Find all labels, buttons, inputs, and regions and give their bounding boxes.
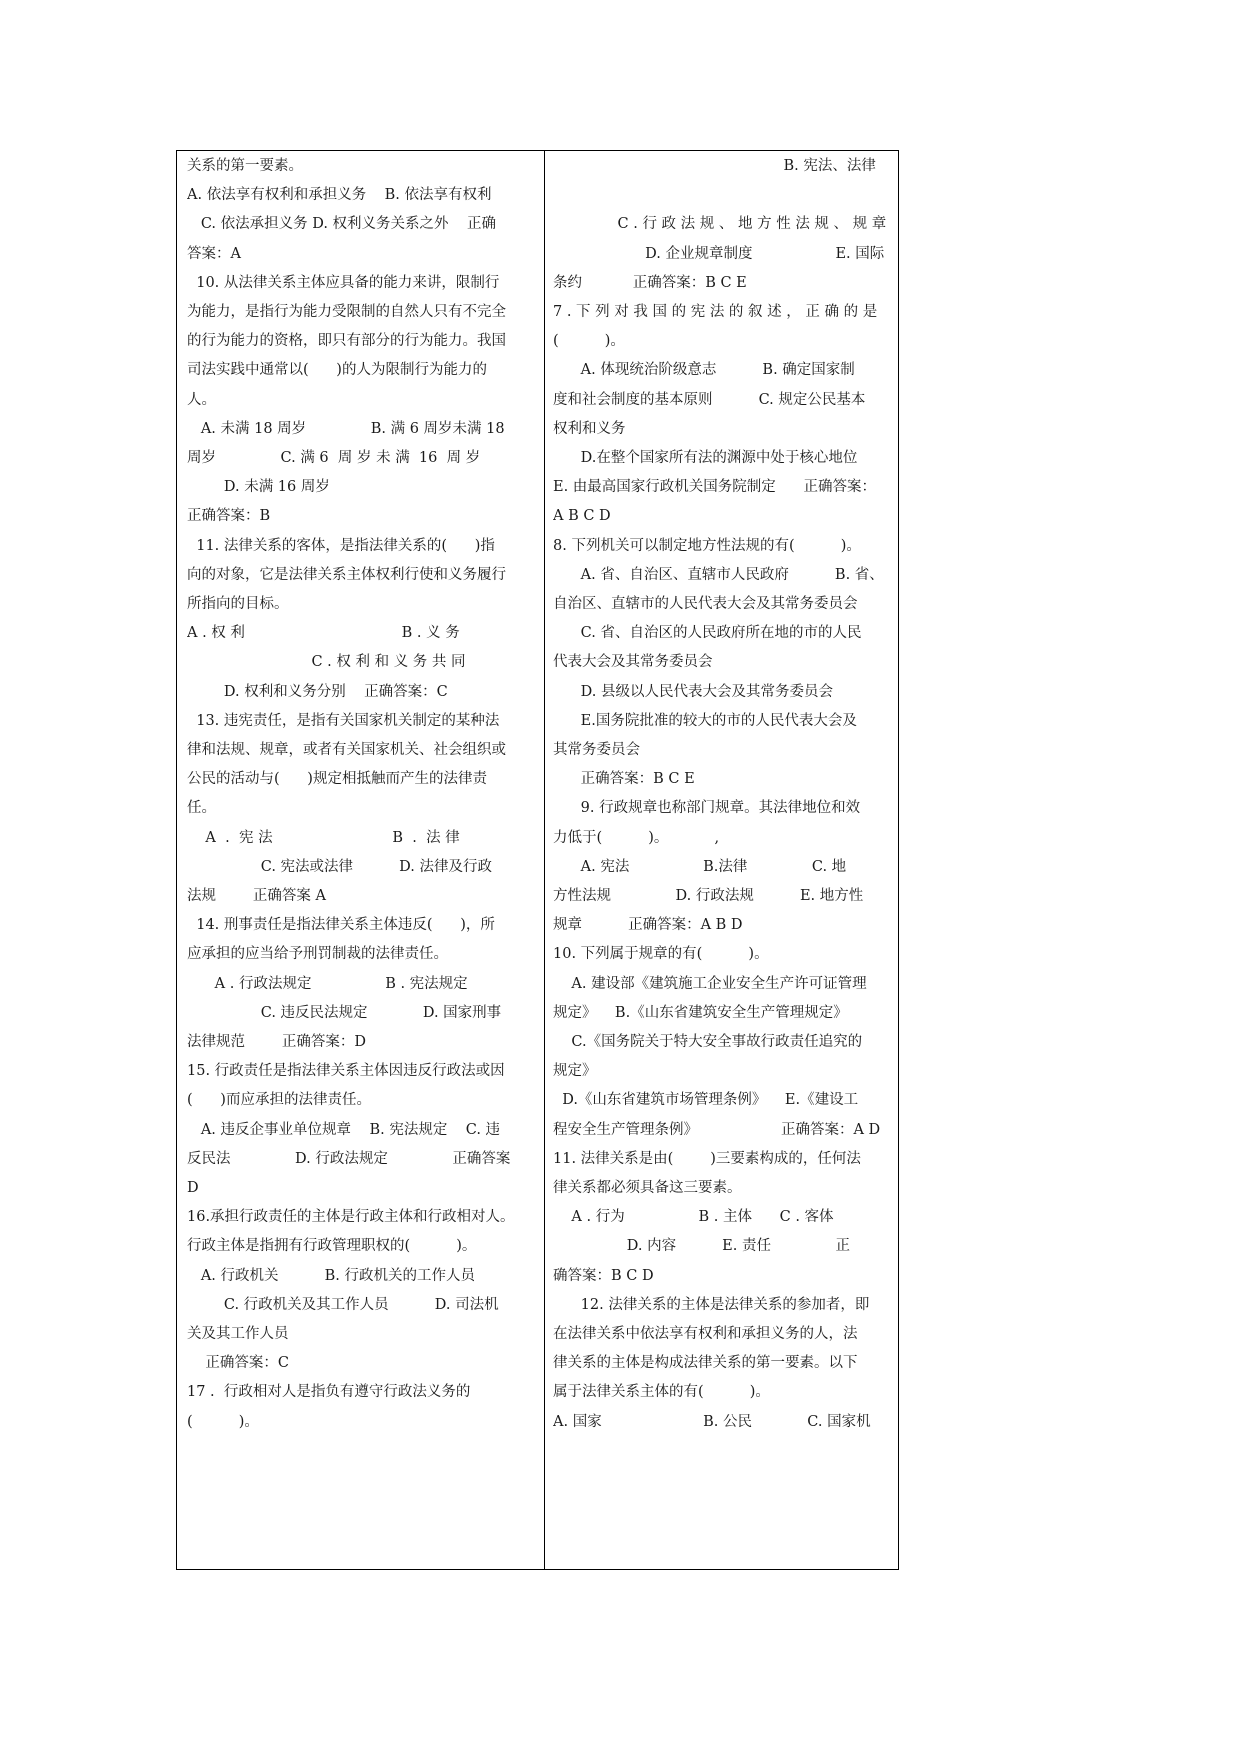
left-column-text-line: 司法实践中通常以( )的人为限制行为能力的 <box>187 362 487 379</box>
right-column-text-line: E. 由最高国家行政机关国务院制定 正确答案： <box>553 479 876 496</box>
left-column-text-line: A . 权 利 B . 义 务 <box>187 625 460 642</box>
right-column-text-line: 度和社会制度的基本原则 C. 规定公民基本 <box>553 391 866 408</box>
right-column-text-line: D. 内容 E. 责任 正 <box>553 1238 850 1255</box>
right-column-text-line: 9. 行政规章也称部门规章。其法律地位和效 <box>553 800 861 817</box>
right-column-text-line: 规章 正确答案：A B D <box>553 917 743 934</box>
left-column-text-line: ( )。 <box>187 1413 259 1430</box>
left-column-text-line: 任。 <box>187 800 216 817</box>
left-column-text-line: 15. 行政责任是指法律关系主体因违反行政法或因 <box>187 1063 505 1080</box>
right-column-text-line: D. 县级以人民代表大会及其常务委员会 <box>553 683 833 700</box>
right-column-text-line: 程安全生产管理条例》 正确答案：A D <box>553 1121 881 1138</box>
left-column-text-line: 所指向的目标。 <box>187 596 289 612</box>
left-column-text-line: A . 行政法规定 B . 宪法规定 <box>187 975 468 992</box>
right-column-text-line: 规定》 B.《山东省建筑安全生产管理规定》 <box>553 1004 848 1021</box>
right-column-text-line: 属于法律关系主体的有( )。 <box>553 1384 770 1401</box>
right-column-text-line: 律关系都必须具备这三要素。 <box>553 1180 742 1196</box>
right-column-text-line: B. 宪法、法律 <box>553 158 876 174</box>
left-column-text-line: D. 未满 16 周岁 <box>187 479 330 496</box>
left-column-text-line: 正确答案：B <box>187 508 271 525</box>
left-column-text-line: A. 行政机关 B. 行政机关的工作人员 <box>187 1267 475 1284</box>
left-column-text-line: A. 违反企事业单位规章 B. 宪法规定 C. 违 <box>187 1121 501 1138</box>
right-column-text-line: 10. 下列属于规章的有( )。 <box>553 946 769 963</box>
left-column-text-line: A. 依法享有权利和承担义务 B. 依法享有权利 <box>187 187 492 204</box>
right-column-text-line: 条约 正确答案：B C E <box>553 274 747 291</box>
right-column-text-line: E.国务院批准的较大的市的人民代表大会及 <box>553 712 857 729</box>
right-column <box>553 150 895 1570</box>
left-column-text-line: 法律规范 正确答案：D <box>187 1034 366 1050</box>
left-column-text-line: 关系的第一要素。 <box>187 158 303 174</box>
right-column-text-line: C . 行 政 法 规 、 地 方 性 法 规 、 规 章 <box>553 216 887 233</box>
left-column-text-line: 法规 正确答案 A <box>187 888 326 904</box>
right-column-text-line: D.《山东省建筑市场管理条例》 E.《建设工 <box>553 1092 859 1109</box>
left-column-text-line: A. 未满 18 周岁 B. 满 6 周岁未满 18 <box>187 420 505 437</box>
right-column-text-line: C.《国务院关于特大安全事故行政责任追究的 <box>553 1034 863 1050</box>
right-column-text-line: A. 建设部《建筑施工企业安全生产许可证管理 <box>553 975 867 992</box>
left-column <box>187 150 539 1570</box>
right-column-text-line: A. 国家 B. 公民 C. 国家机 <box>553 1413 871 1430</box>
right-column-text-line: A. 体现统治阶级意志 B. 确定国家制 <box>553 362 855 379</box>
left-column-text-line: 11. 法律关系的客体，是指法律关系的( )指 <box>187 537 495 554</box>
right-column-text-line: 12. 法律关系的主体是法律关系的参加者，即 <box>553 1296 870 1313</box>
left-column-text-line: 律和法规、规章，或者有关国家机关、社会组织或 <box>187 742 506 758</box>
right-column-text-line: 权利和义务 <box>553 420 626 437</box>
left-column-text-line: D. 权利和义务分别 正确答案：C <box>187 683 448 700</box>
right-column-text-line: 8. 下列机关可以制定地方性法规的有( )。 <box>553 537 861 554</box>
right-column-text-line: 律关系的主体是构成法律关系的第一要素。以下 <box>553 1355 858 1372</box>
left-column-text-line: 答案：A <box>187 245 241 262</box>
left-column-text-line: C . 权 利 和 义 务 共 同 <box>187 654 466 671</box>
left-column-text-line: C. 违反民法规定 D. 国家刑事 <box>187 1004 502 1021</box>
left-column-text-line: 应承担的应当给予刑罚制裁的法律责任。 <box>187 946 448 963</box>
right-column-text-line: 规定》 <box>553 1063 597 1080</box>
right-column-text-line: 11. 法律关系是由( )三要素构成的，任何法 <box>553 1150 861 1167</box>
left-column-text-line: 17 . 行政相对人是指负有遵守行政法义务的 <box>187 1384 471 1401</box>
right-column-text-line: 力低于( )。 , <box>553 829 720 846</box>
right-column-text-line: A B C D <box>553 508 611 525</box>
left-column-text-line: C. 行政机关及其工作人员 D. 司法机 <box>187 1296 499 1313</box>
left-column-text-line: C. 依法承担义务 D. 权利义务关系之外 正确 <box>187 216 496 233</box>
left-column-text-line: C. 宪法或法律 D. 法律及行政 <box>187 858 492 875</box>
left-column-text-line: 公民的活动与( )规定相抵触而产生的法律责 <box>187 771 487 788</box>
left-column-text-line: 的行为能力的资格，即只有部分的行为能力。我国 <box>187 333 506 350</box>
right-column-text-line: 正确答案：B C E <box>553 771 695 788</box>
left-column-text-line: 16.承担行政责任的主体是行政主体和行政相对人。 <box>187 1209 515 1226</box>
left-column-text-line: 向的对象，它是法律关系主体权利行使和义务履行 <box>187 566 506 583</box>
left-column-text-line: 13. 违宪责任，是指有关国家机关制定的某种法 <box>187 712 500 729</box>
left-column-text-line: 为能力，是指行为能力受限制的自然人只有不完全 <box>187 304 506 320</box>
right-column-text-line: 7 . 下 列 对 我 国 的 宪 法 的 叙 述 ， 正 确 的 是 <box>553 304 878 320</box>
left-column-text-line: 反民法 D. 行政法规定 正确答案 <box>187 1150 511 1167</box>
right-column-text-line: D.在整个国家所有法的渊源中处于核心地位 <box>553 450 858 466</box>
left-column-text-line: 关及其工作人员 <box>187 1326 289 1342</box>
left-column-text-line: ( )而应承担的法律责任。 <box>187 1092 371 1109</box>
right-column-text-line: 自治区、直辖市的人民代表大会及其常务委员会 <box>553 596 858 612</box>
right-column-text-line: A. 宪法 B.法律 C. 地 <box>553 858 847 875</box>
right-column-text-line: C. 省、自治区的人民政府所在地的市的人民 <box>553 625 862 642</box>
left-column-text-line: 人。 <box>187 391 216 408</box>
left-column-text-line: D <box>187 1180 199 1196</box>
right-column-text-line: 代表大会及其常务委员会 <box>553 654 713 671</box>
left-column-text-line: A . 宪 法 B . 法 律 <box>187 829 460 846</box>
left-column-text-line: 正确答案：C <box>187 1355 290 1372</box>
right-column-text-line: A . 行为 B . 主体 C . 客体 <box>553 1209 834 1226</box>
right-column-text-line: 在法律关系中依法享有权利和承担义务的人，法 <box>553 1326 858 1342</box>
right-column-text-line: 方性法规 D. 行政法规 E. 地方性 <box>553 888 864 904</box>
left-column-text-line: 14. 刑事责任是指法律关系主体违反( )，所 <box>187 917 495 934</box>
column-divider <box>544 150 545 1570</box>
right-column-text-line: 其常务委员会 <box>553 742 640 758</box>
right-column-text-line: D. 企业规章制度 E. 国际 <box>553 245 885 262</box>
right-column-text-line: ( )。 <box>553 333 625 350</box>
right-column-text-line: 确答案：B C D <box>553 1267 654 1284</box>
left-column-text-line: 周岁 C. 满 6 周 岁 未 满 16 周 岁 <box>187 450 481 466</box>
right-column-text-line: A. 省、自治区、直辖市人民政府 B. 省、 <box>553 566 884 583</box>
left-column-text-line: 10. 从法律关系主体应具备的能力来讲，限制行 <box>187 274 500 291</box>
left-column-text-line: 行政主体是指拥有行政管理职权的( )。 <box>187 1238 477 1255</box>
